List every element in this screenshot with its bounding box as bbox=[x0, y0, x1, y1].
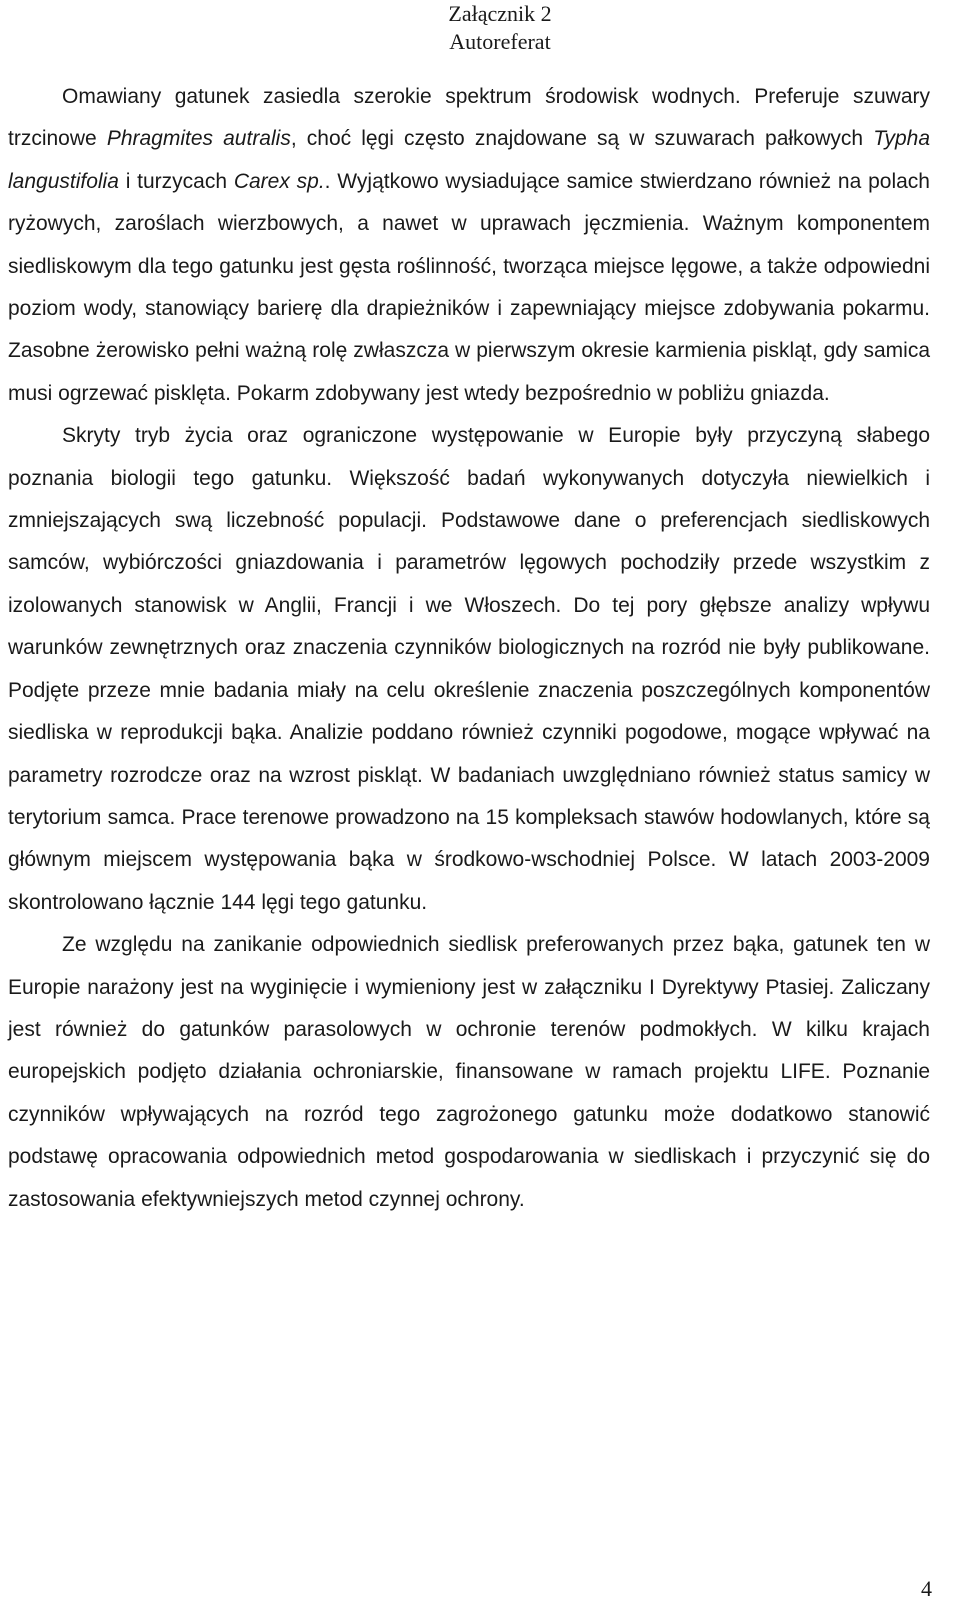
paragraph-conservation: Ze względu na zanikanie odpowiednich siedlisk preferowanych przez bąka, gatunek ten w Europie narażony jest na wyginięcie i wymieniony jest w załączniku I Dyrektywy Ptasiej. Zaliczany jest również do gatunków parasolowych w ochronie terenów podmokłych. W kilku krajach europejskich podjęto działania ochroniarskie, finansowane w ramach projektu LIFE. Poznanie czynników wpływających na rozród tego zagrożonego gatunku może dodatkowo stanowić podstawę opracowania odpowiednich metod gospodarowania w siedliskach i przyczynić się do zastosowania efektywniejszych metod czynnej ochrony. bbox=[8, 933, 930, 1211]
header-annex-label: Załącznik 2 bbox=[448, 1, 552, 26]
p1-text-c: i turzycach bbox=[118, 169, 234, 193]
species-name-carex: Carex sp. bbox=[233, 169, 325, 193]
species-name-phragmites: Phragmites autralis bbox=[106, 127, 291, 151]
species-name-typha: Typha langustifolia bbox=[8, 127, 930, 193]
p1-text-a: Omawiany gatunek zasiedla szerokie spektrum środowisk wodnych. Preferuje szuwary trzcinowe bbox=[8, 85, 930, 151]
paragraph-research: Skryty tryb życia oraz ograniczone występowanie w Europie były przyczyną słabego poznania biologii tego gatunku. Większość badań wykonywanych dotyczyła niewielkich i zmniejszających swą liczebność populacji. Podstawowe dane o preferencjach siedliskowych samców, wybiórczości gniazdowania i parametrów lęgowych pochodziły przede wszystkim z izolowanych stanowisk w Anglii, Francji i we Włoszech. Do tej pory głębsze analizy wpływu warunków zewnętrznych oraz znaczenia czynników biologicznych na rozród nie były publikowane. Podjęte przeze mnie badania miały na celu określenie znaczenia poszczególnych komponentów siedliska w reprodukcji bąka. Analizie poddano również czynniki pogodowe, mogące wpływać na parametry rozrodcze oraz na wzrost piskląt. W badaniach uwzględniano również status samicy w terytorium samca. Prace terenowe prowadzono na 15 kompleksach stawów hodowlanych, które są głównym miejscem występowania bąka w środkowo-wschodniej Polsce. W latach 2003-2009 skontrolowano łącznie 144 lęgi tego gatunku. bbox=[8, 424, 930, 914]
document-body bbox=[8, 76, 930, 1221]
p1-text-b: , choć lęgi często znajdowane są w szuwarach pałkowych bbox=[290, 127, 874, 151]
page-number: 4 bbox=[921, 1576, 932, 1601]
p1-text-d: . Wyjątkowo wysiadujące samice stwierdzano również na polach ryżowych, zaroślach wierzbowych, a nawet w uprawach jęczmienia. Ważnym komponentem siedliskowym dla tego gatunku jest gęsta roślinność, tworząca miejsce lęgowe, a także odpowiedni poziom wody, stanowiący barierę dla drapieżników i zapewniający miejsce zdobywania pokarmu. Zasobne żerowisko pełni ważną rolę zwłaszcza w pierwszym okresie karmienia piskląt, gdy samica musi ogrzewać pisklęta. Pokarm zdobywany jest wtedy bezpośrednio w pobliżu gniazda. bbox=[8, 169, 930, 405]
document-header bbox=[0, 0, 960, 56]
header-doc-type: Autoreferat bbox=[449, 29, 551, 54]
paragraph-habitat bbox=[8, 76, 930, 415]
